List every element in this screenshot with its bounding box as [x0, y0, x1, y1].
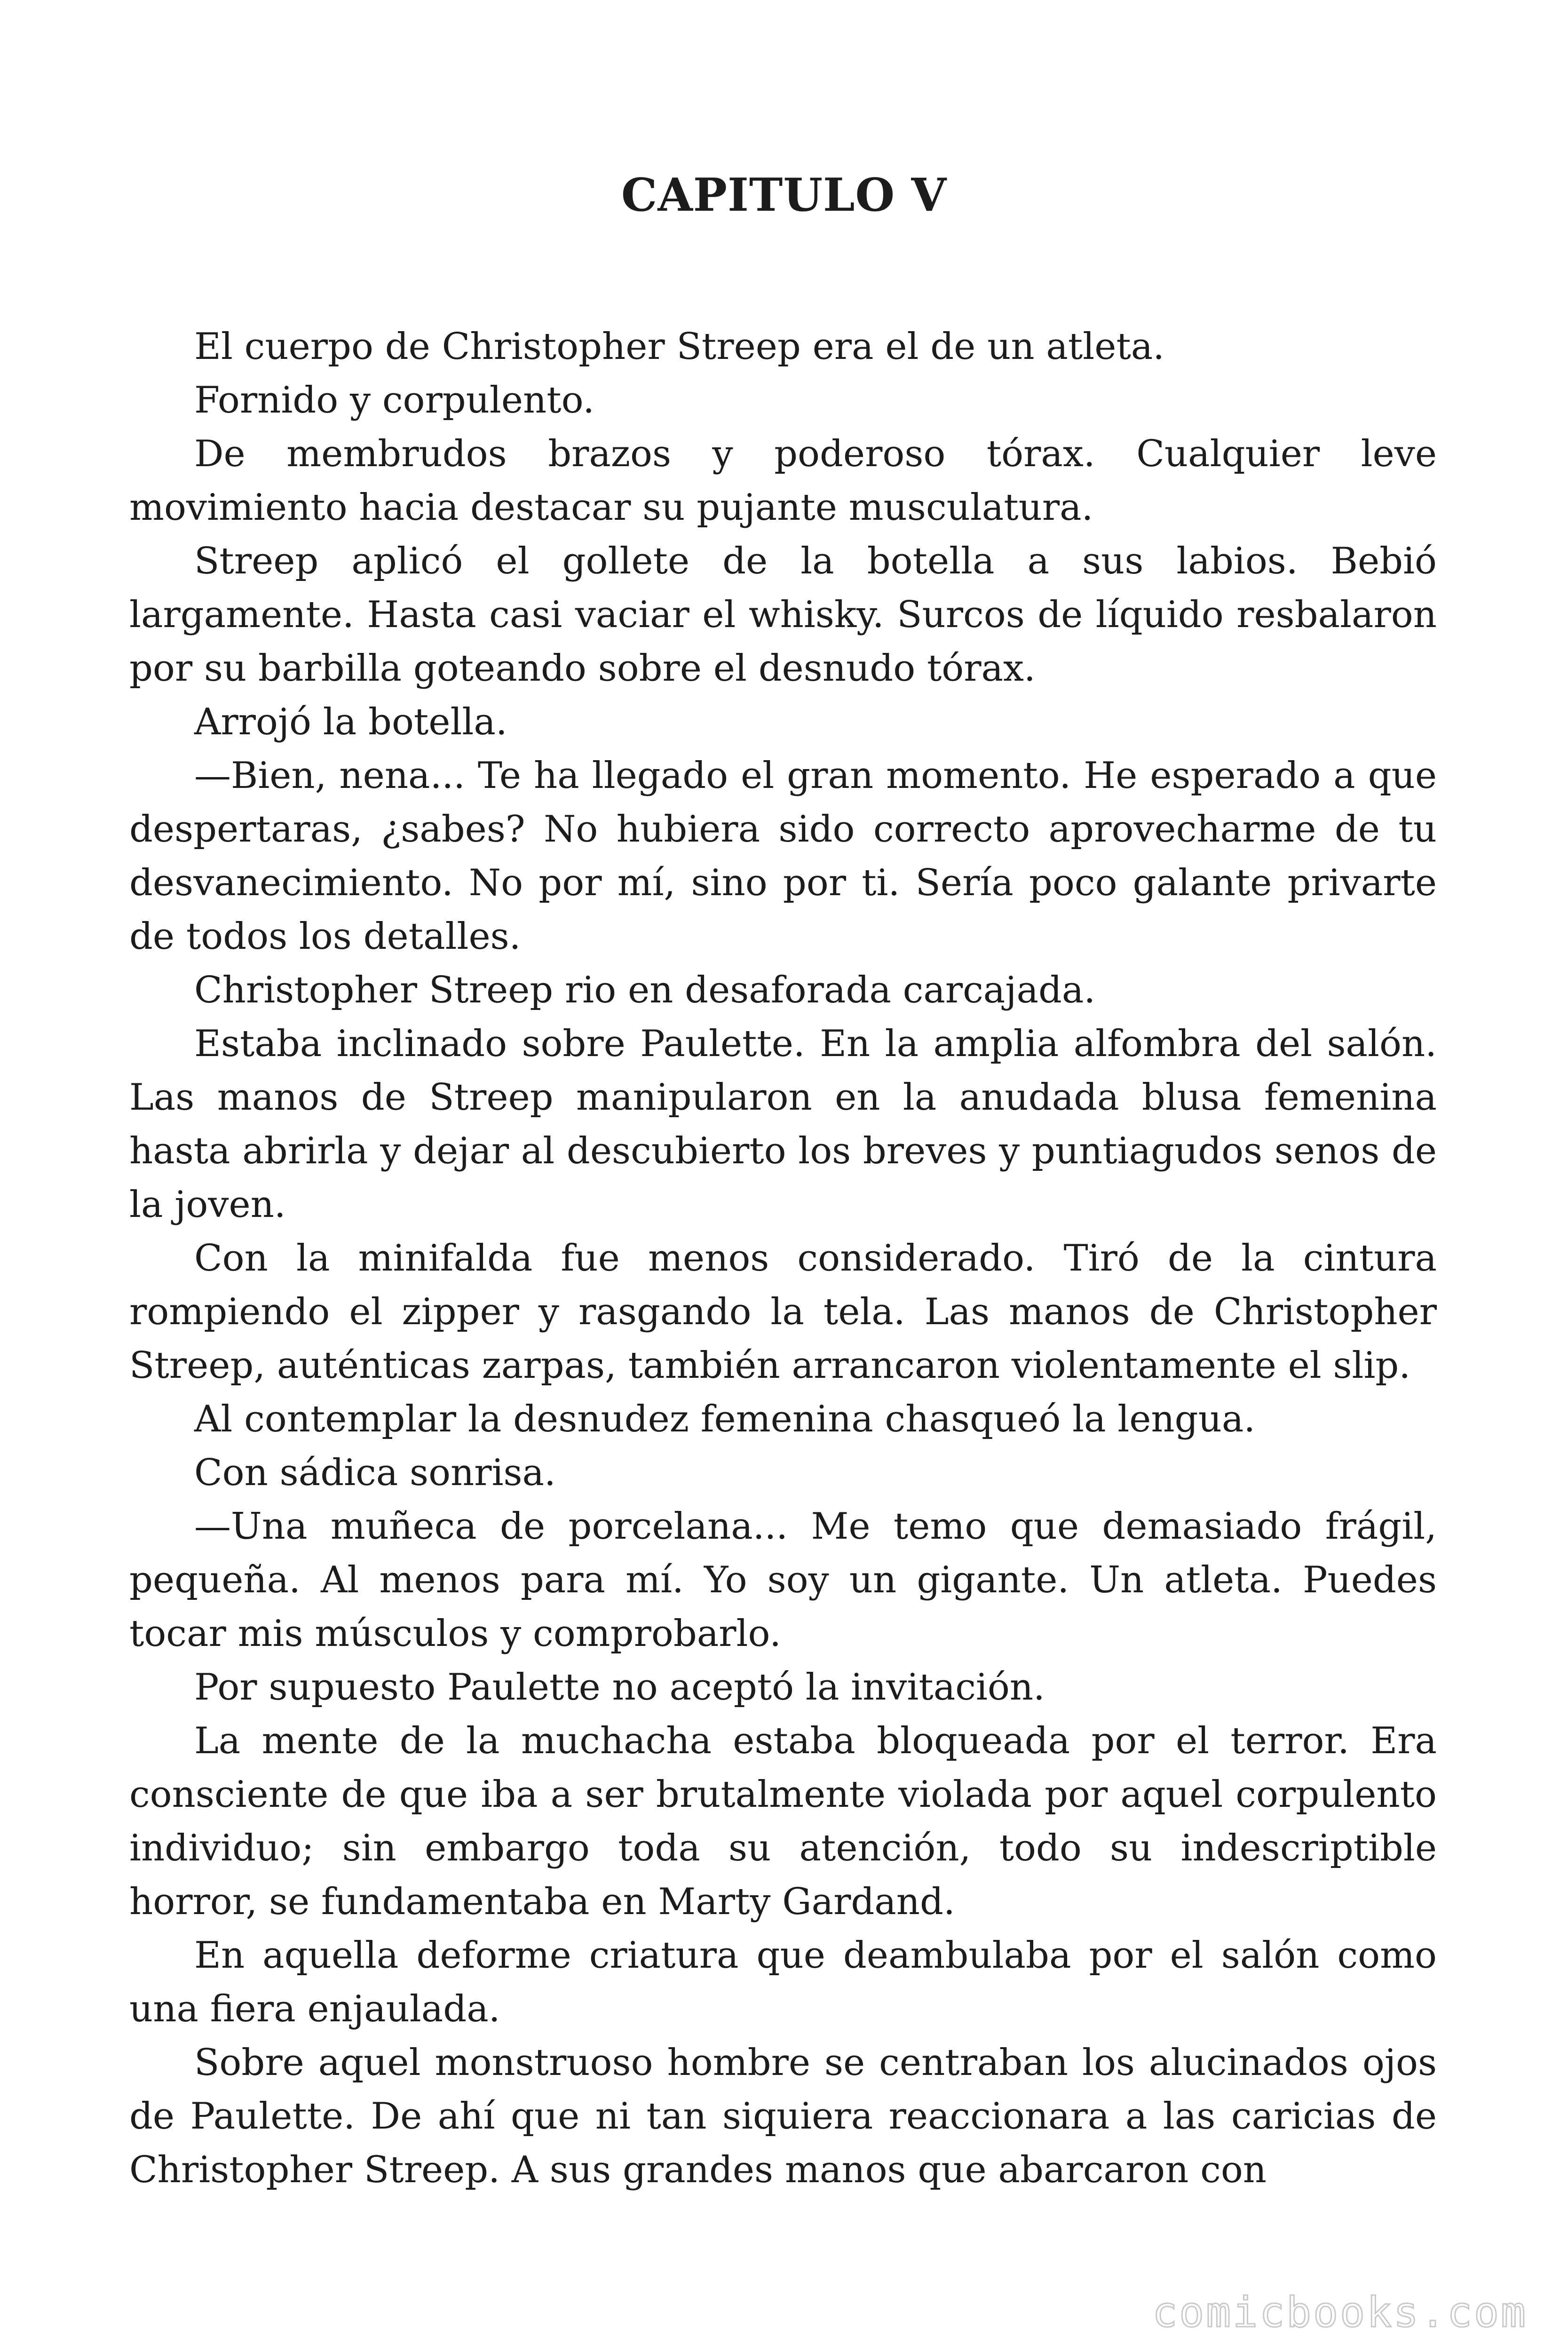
paragraph: Estaba inclinado sobre Paulette. En la amplia alfombra del salón. Las manos de Streep manipularon en la anudada blusa femenina hasta abrirla y dejar al descubierto los breves y puntiagudos senos de la joven.	[129, 1023, 1437, 1226]
paragraph: En aquella deforme criatura que deambulaba por el salón como una fiera enjaulada.	[129, 1934, 1437, 2030]
paragraph: La mente de la muchacha estaba bloqueada por el terror. Era consciente de que iba a ser brutalmente violada por aquel corpulento individuo; sin embargo toda su atención, todo su indescriptible horror, se fundamentaba en Marty Gardand.	[129, 1720, 1437, 1923]
chapter-title: CAPITULO V	[621, 168, 947, 222]
paragraph: Arrojó la botella.	[194, 701, 507, 743]
paragraph: De membrudos brazos y poderoso tórax. Cualquier leve movimiento hacia destacar su pujante musculatura.	[129, 433, 1437, 529]
paragraph: Al contemplar la desnudez femenina chasqueó la lengua.	[194, 1398, 1256, 1440]
chapter-body	[129, 320, 1437, 2197]
paragraph: El cuerpo de Christopher Streep era el de un atleta.	[194, 326, 1165, 368]
paragraph: Por supuesto Paulette no aceptó la invitación.	[194, 1666, 1045, 1708]
paragraph: —Bien, nena... Te ha llegado el gran momento. He esperado a que despertaras, ¿sabes? No hubiera sido correcto aprovecharme de tu desvanecimiento. No por mí, sino por ti. Sería poco galante privarte de todos los detalles.	[129, 755, 1437, 958]
paragraph: Con sádica sonrisa.	[194, 1452, 556, 1494]
paragraph: —Una muñeca de porcelana... Me temo que demasiado frágil, pequeña. Al menos para mí. Yo soy un gigante. Un atleta. Puedes tocar mis músculos y comprobarlo.	[129, 1505, 1437, 1655]
paragraph: Fornido y corpulento.	[194, 379, 594, 421]
watermark: comicbooks.com	[1152, 2288, 1528, 2336]
paragraph: Streep aplicó el gollete de la botella a sus labios. Bebió largamente. Hasta casi vaciar el whisky. Surcos de líquido resbalaron por su barbilla goteando sobre el desnudo tórax.	[129, 540, 1437, 690]
paragraph: Christopher Streep rio en desaforada carcajada.	[194, 969, 1096, 1011]
paragraph: Sobre aquel monstruoso hombre se centraban los alucinados ojos de Paulette. De ahí que ni tan siquiera reaccionara a las caricias de Christopher Streep. A sus grandes manos que abarcaron con	[129, 2042, 1437, 2191]
paragraph: Con la minifalda fue menos considerado. Tiró de la cintura rompiendo el zipper y rasgando la tela. Las manos de Christopher Streep, auténticas zarpas, también arrancaron violentamente el slip.	[129, 1237, 1437, 1387]
